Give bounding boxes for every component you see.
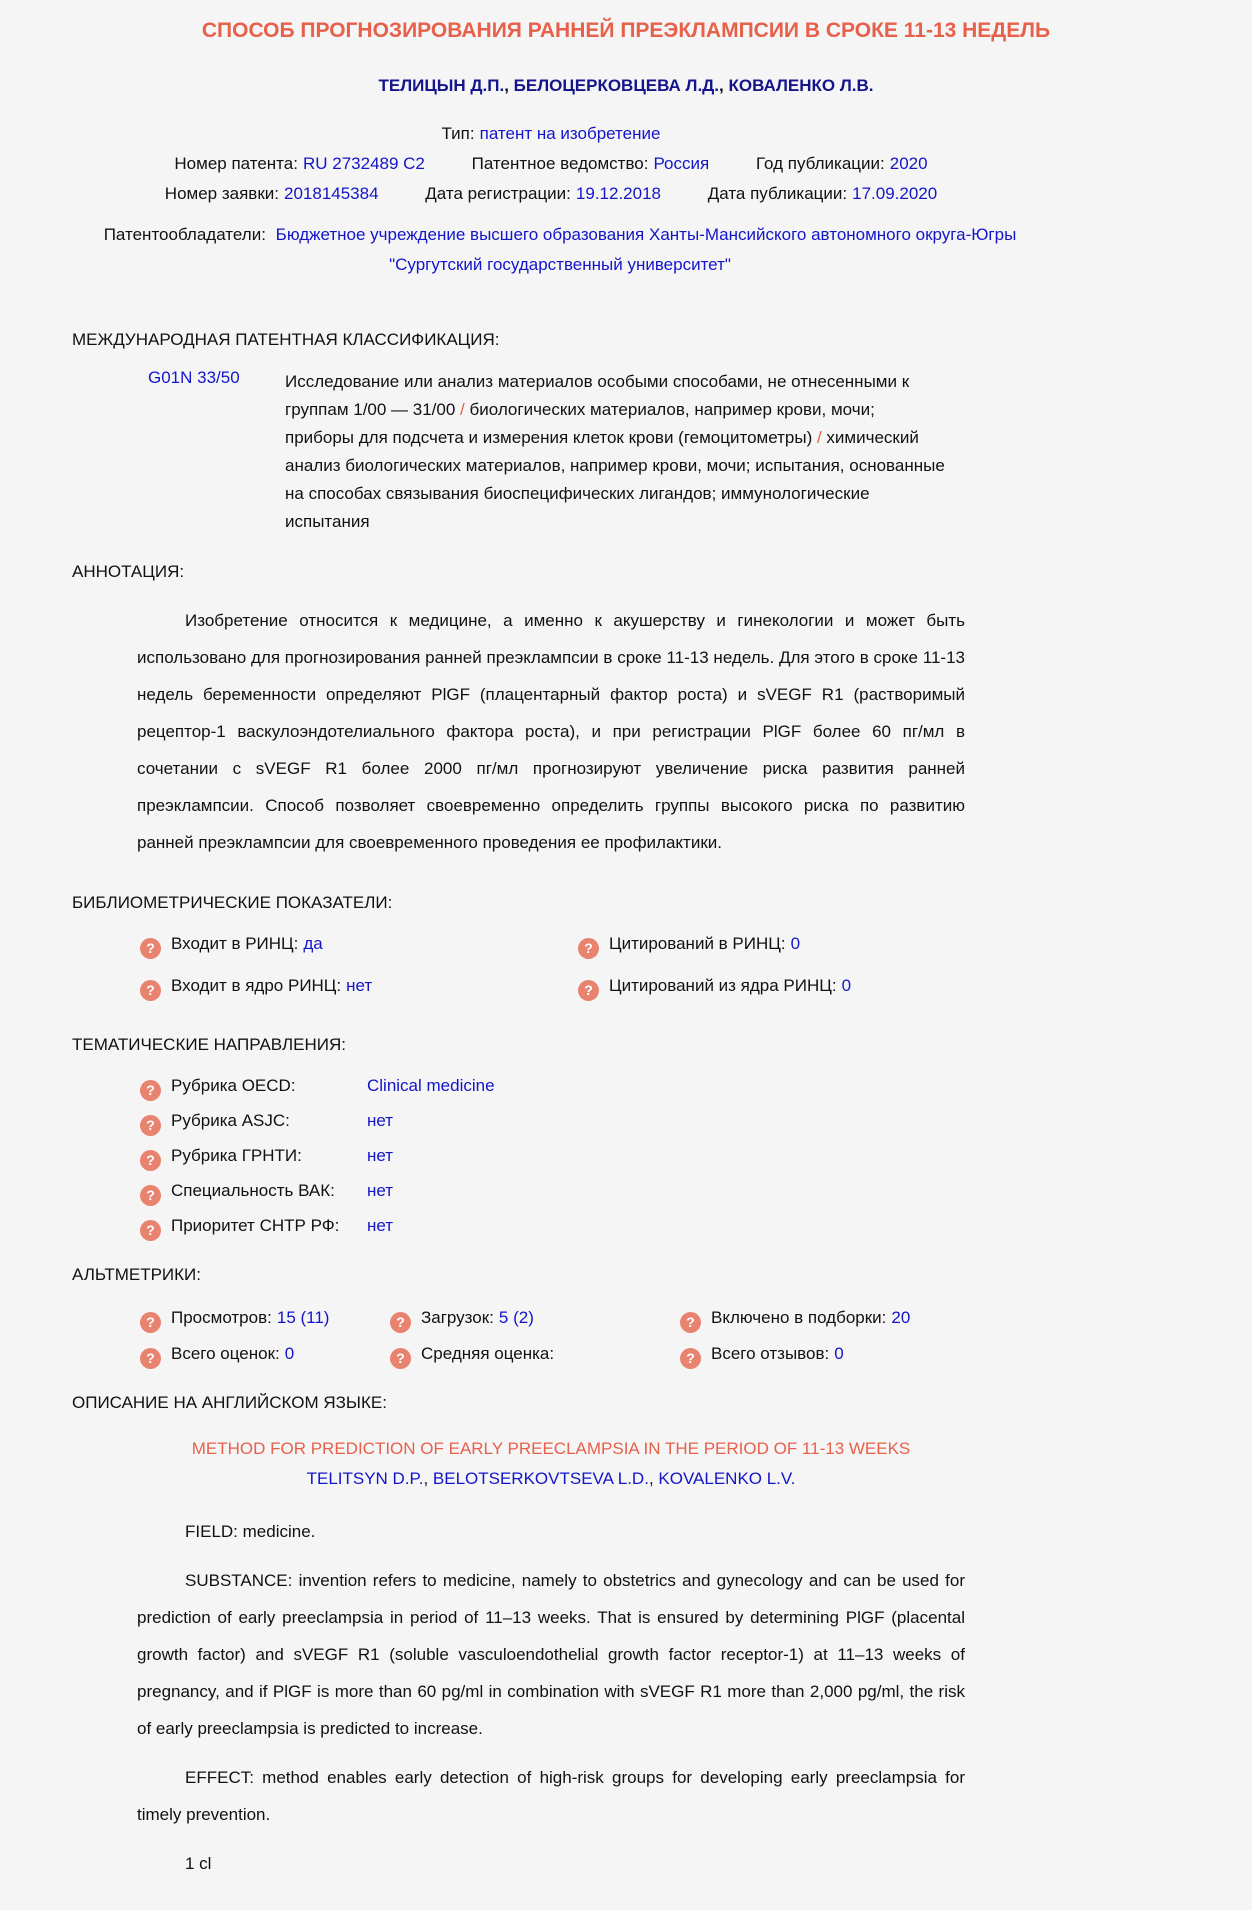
publication-year-label: Год публикации: — [755, 154, 885, 173]
english-title: METHOD FOR PREDICTION OF EARLY PREECLAMPSIA IN THE PERIOD OF 11-13 WEEKS — [191, 1439, 911, 1458]
metric-row-rinc — [140, 933, 578, 959]
publication-year-value: 2020 — [889, 154, 928, 173]
bibliometrics-left-column — [140, 933, 578, 1017]
author-separator: , — [423, 1469, 433, 1488]
application-number-label: Номер заявки: — [164, 184, 279, 203]
help-icon[interactable]: ? — [140, 1348, 161, 1369]
english-section-heading: ОПИСАНИЕ НА АНГЛИЙСКОМ ЯЗЫКЕ: — [72, 1393, 387, 1412]
patent-holders-label: Патентообладатели: — [103, 225, 266, 244]
thematic-value: нет — [367, 1216, 394, 1235]
patent-meta-row-2 — [137, 179, 965, 208]
help-icon[interactable]: ? — [140, 938, 161, 959]
metric-label: Цитирований в РИНЦ: — [609, 934, 786, 953]
thematic-row-grnti — [140, 1145, 1182, 1171]
ipc-slash: / — [460, 400, 465, 419]
thematic-label: Приоритет СНТР РФ: — [171, 1216, 340, 1235]
annotation-section-heading: АННОТАЦИЯ: — [72, 562, 185, 581]
altmetrics-section-heading: АЛЬТМЕТРИКИ: — [72, 1265, 201, 1284]
thematic-label: Рубрика ГРНТИ: — [171, 1146, 302, 1165]
patent-office-label: Патентное ведомство: — [471, 154, 649, 173]
thematic-value: нет — [367, 1146, 394, 1165]
bibliometrics-section-heading: БИБЛИОМЕТРИЧЕСКИЕ ПОКАЗАТЕЛИ: — [72, 893, 393, 912]
bibliometrics-right-column — [578, 933, 851, 1017]
annotation-text: Изобретение относится к медицине, а именно к акушерству и гинекологии и может быть использовано для прогнозирования ранней преэклампсии в сроке 11-13 недель. Для этого в сроке 11-13 недель беременности определяют PlGF (плацентарный фактор роста) и sVEGF R1 (растворимый рецептор-1 васкулоэндотелиального фактора роста), и при регистрации PlGF более 60 пг/мл в сочетании с sVEGF R1 более 2000 пг/мл прогнозируют увеличение риска развития ранней преэклампсии. Способ позволяет своевременно определить группы высокого риска по развитию ранней преэклампсии для своевременного проведения ее профилактики. — [137, 611, 965, 852]
metric-row-rinc-core — [140, 975, 578, 1001]
type-label: Тип: — [441, 124, 475, 143]
page-title: СПОСОБ ПРОГНОЗИРОВАНИЯ РАННЕЙ ПРЕЭКЛАМПСИИ В СРОКЕ 11-13 НЕДЕЛЬ — [201, 19, 1051, 42]
author-link[interactable]: TELITSYN D.P. — [306, 1469, 424, 1488]
metric-row-citations-rinc — [578, 933, 851, 959]
help-icon[interactable]: ? — [578, 938, 599, 959]
altmetric-label: Средняя оценка: — [421, 1344, 555, 1363]
help-icon[interactable]: ? — [140, 1185, 161, 1206]
author-link[interactable]: БЕЛОЦЕРКОВЦЕВА Л.Д. — [513, 76, 720, 95]
metric-value: да — [303, 934, 323, 953]
type-row — [137, 119, 965, 148]
help-icon[interactable]: ? — [140, 1312, 161, 1333]
altmetric-value: 5 (2) — [498, 1308, 534, 1327]
help-icon[interactable]: ? — [680, 1312, 701, 1333]
english-claims-text: 1 cl — [185, 1854, 212, 1873]
altmetric-label: Просмотров: — [171, 1308, 272, 1327]
author-separator: , — [719, 76, 729, 95]
altmetrics-grid — [140, 1307, 1182, 1379]
thematic-row-oecd — [140, 1075, 1182, 1101]
author-link[interactable]: KOVALENKO L.V. — [658, 1469, 796, 1488]
patent-holders-row — [72, 220, 1048, 280]
thematic-value: Clinical medicine — [367, 1076, 495, 1095]
altmetric-collections — [680, 1307, 1182, 1333]
altmetric-total-ratings — [140, 1343, 390, 1369]
author-separator: , — [504, 76, 514, 95]
altmetric-label: Всего отзывов: — [711, 1344, 830, 1363]
thematic-label: Рубрика ASJC: — [171, 1111, 290, 1130]
bibliometrics-grid — [140, 933, 1182, 1017]
altmetric-value: 20 — [891, 1308, 911, 1327]
patent-holder-link[interactable]: Бюджетное учреждение высшего образования Ханты-Мансийского автономного округа-Югры "Сургутский государственный университет" — [275, 225, 1017, 274]
metric-value: 0 — [841, 976, 852, 995]
thematic-value: нет — [367, 1111, 394, 1130]
thematic-row-sntr — [140, 1215, 1182, 1241]
altmetric-average-rating — [390, 1343, 680, 1369]
thematics-section-heading: ТЕМАТИЧЕСКИЕ НАПРАВЛЕНИЯ: — [72, 1035, 346, 1054]
registration-date-value: 19.12.2018 — [575, 184, 661, 203]
english-substance-text: SUBSTANCE: invention refers to medicine, namely to obstetrics and gynecology and can be used for prediction of early preeclampsia in period of 11–13 weeks. That is ensured by determining PlGF (placental growth factor) and sVEGF R1 (soluble vasculoendothelial growth factor receptor-1) at 11–13 weeks of pregnancy, and if PlGF is more than 60 pg/ml in combination with sVEGF R1 more than 2,000 pg/ml, the risk of early preeclampsia is predicted to increase. — [137, 1571, 965, 1738]
help-icon[interactable]: ? — [140, 1080, 161, 1101]
help-icon[interactable]: ? — [140, 980, 161, 1001]
application-number-value: 2018145384 — [284, 184, 379, 203]
registration-date-label: Дата регистрации: — [425, 184, 571, 203]
type-value: патент на изобретение — [479, 124, 661, 143]
altmetric-label: Включено в подборки: — [711, 1308, 887, 1327]
author-link[interactable]: ТЕЛИЦЫН Д.П. — [378, 76, 505, 95]
thematic-row-vak — [140, 1180, 1182, 1206]
patent-office-value: Россия — [653, 154, 710, 173]
ipc-slash: / — [816, 428, 822, 447]
ipc-classification-row — [148, 368, 1182, 536]
thematic-label: Рубрика OECD: — [171, 1076, 296, 1095]
help-icon[interactable]: ? — [390, 1348, 411, 1369]
patent-number-value: RU 2732489 C2 — [302, 154, 425, 173]
thematic-value: нет — [367, 1181, 394, 1200]
ipc-description-text: химический анализ биологических материалов, например крови, мочи; испытания, основанные на способах связывания биоспецифических лигандов; иммунологические испытания — [285, 428, 945, 531]
metric-label: Цитирований из ядра РИНЦ: — [609, 976, 837, 995]
help-icon[interactable]: ? — [680, 1348, 701, 1369]
english-authors-line — [137, 1467, 965, 1491]
ipc-description-text: Исследование или анализ материалов особыми способами, не отнесенными к группам 1/00 — 31/00 — [285, 372, 910, 419]
altmetric-label: Загрузок: — [421, 1308, 494, 1327]
altmetric-value: 0 — [834, 1344, 844, 1363]
metric-label: Входит в ядро РИНЦ: — [171, 976, 342, 995]
help-icon[interactable]: ? — [578, 980, 599, 1001]
patent-number-label: Номер патента: — [174, 154, 298, 173]
metric-value: нет — [346, 976, 373, 995]
altmetric-views — [140, 1307, 390, 1333]
ipc-section-heading: МЕЖДУНАРОДНАЯ ПАТЕНТНАЯ КЛАССИФИКАЦИЯ: — [72, 330, 500, 349]
altmetric-value: 15 (11) — [276, 1308, 330, 1327]
altmetric-downloads — [390, 1307, 680, 1333]
patent-meta-row-1 — [137, 149, 965, 178]
ipc-code-link[interactable]: G01N 33/50 — [148, 368, 240, 387]
help-icon[interactable]: ? — [140, 1150, 161, 1171]
publication-date-value: 17.09.2020 — [852, 184, 938, 203]
english-field-text: FIELD: medicine. — [185, 1522, 316, 1541]
author-separator: , — [648, 1469, 659, 1488]
metric-value: 0 — [790, 934, 801, 953]
help-icon[interactable]: ? — [140, 1220, 161, 1241]
ipc-description — [285, 368, 945, 536]
metric-label: Входит в РИНЦ: — [171, 934, 299, 953]
ipc-description-text: биологических материалов, например крови, мочи; приборы для подсчета и измерения клеток крови (гемоцитометры) — [285, 400, 875, 447]
author-link[interactable]: BELOTSERKOVTSEVA L.D. — [432, 1469, 649, 1488]
authors-line — [70, 76, 1182, 96]
help-icon[interactable]: ? — [390, 1312, 411, 1333]
metric-row-citations-core — [578, 975, 851, 1001]
altmetric-total-reviews — [680, 1343, 1182, 1369]
thematics-list — [140, 1075, 1182, 1241]
publication-date-label: Дата публикации: — [707, 184, 848, 203]
english-effect-text: EFFECT: method enables early detection of high-risk groups for developing early preeclampsia for timely prevention. — [137, 1768, 965, 1824]
altmetric-value: 0 — [284, 1344, 295, 1363]
altmetric-label: Всего оценок: — [171, 1344, 280, 1363]
help-icon[interactable]: ? — [140, 1115, 161, 1136]
thematic-row-asjc — [140, 1110, 1182, 1136]
thematic-label: Специальность ВАК: — [171, 1181, 335, 1200]
author-link[interactable]: КОВАЛЕНКО Л.В. — [728, 76, 874, 95]
